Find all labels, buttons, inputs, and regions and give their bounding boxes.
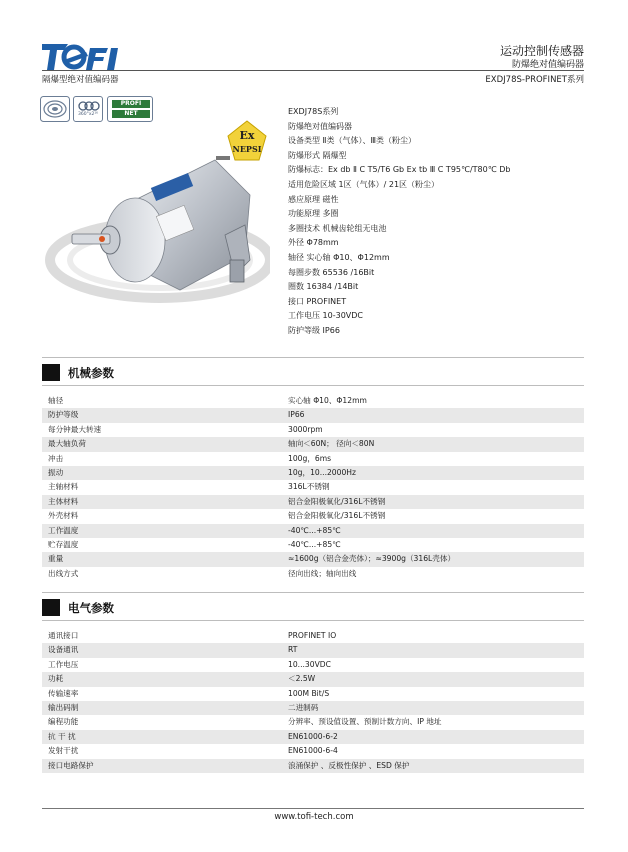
table-row bbox=[42, 509, 584, 523]
param-value: IP66 bbox=[288, 410, 305, 420]
mechanical-table bbox=[42, 394, 584, 581]
table-row bbox=[42, 567, 584, 581]
param-value: 轴向＜60N； 径向＜80N bbox=[288, 439, 375, 449]
param-value: 3000rpm bbox=[288, 424, 323, 434]
param-name: 振动 bbox=[48, 467, 64, 477]
profinet-logo-top: PROFI bbox=[112, 100, 150, 108]
param-value: EN61000-6-2 bbox=[288, 731, 338, 741]
param-value: 100M Bit/S bbox=[288, 688, 330, 698]
header-divider bbox=[42, 70, 584, 71]
param-name: 出线方式 bbox=[48, 568, 79, 578]
spec-line: 防护等级 IP66 bbox=[288, 325, 340, 335]
param-name: 重量 bbox=[48, 554, 64, 564]
param-name: 设备通讯 bbox=[48, 645, 79, 655]
page-title: 运动控制传感器 bbox=[499, 44, 584, 58]
rotation-label: 360°x2¹⁶ bbox=[78, 112, 98, 117]
spec-line: 轴径 实心轴 Φ10、Φ12mm bbox=[288, 252, 390, 262]
param-value: 10...30VDC bbox=[288, 659, 331, 669]
page-subtitle: 防爆绝对值编码器 bbox=[511, 60, 584, 70]
magnetic-sensor-icon bbox=[40, 96, 70, 122]
param-name: 主体材料 bbox=[48, 496, 79, 506]
table-row bbox=[42, 452, 584, 466]
spec-line: 接口 PROFINET bbox=[288, 296, 347, 306]
param-name: 主轴材料 bbox=[48, 482, 79, 492]
spec-line: 圈数 16384 /14Bit bbox=[288, 282, 359, 292]
spec-line: 设备类型 Ⅱ类（气体）、Ⅲ类（粉尘） bbox=[288, 136, 416, 146]
param-value: EN61000-6-4 bbox=[288, 746, 338, 756]
param-value: -40℃...+85℃ bbox=[288, 539, 341, 549]
multiturn-badge bbox=[73, 96, 103, 122]
electrical-table bbox=[42, 629, 584, 773]
table-row bbox=[42, 408, 584, 422]
table-row bbox=[42, 538, 584, 552]
section-marker bbox=[42, 599, 60, 616]
spec-line: 多圈技术 机械齿轮组无电池 bbox=[288, 223, 387, 233]
spec-summary-list bbox=[288, 105, 588, 339]
param-name: 编程功能 bbox=[48, 717, 79, 727]
param-name: 接口电路保护 bbox=[48, 760, 94, 770]
ex-nepsi-mark bbox=[226, 120, 268, 162]
table-row bbox=[42, 643, 584, 657]
spec-line: 外径 Φ78mm bbox=[288, 238, 339, 248]
encoder-product-image bbox=[40, 140, 270, 320]
ex-mark-line2: NEPSI bbox=[232, 144, 262, 154]
spec-line: 防爆绝对值编码器 bbox=[288, 121, 352, 131]
param-name: 每分钟最大转速 bbox=[48, 424, 102, 434]
param-value: ≈1600g（铝合金壳体）；≈3900g（316L壳体） bbox=[288, 554, 456, 564]
footer-divider bbox=[42, 808, 584, 809]
param-value: 实心轴 Φ10、Φ12mm bbox=[288, 396, 367, 405]
param-name: 功耗 bbox=[48, 674, 64, 684]
profinet-badge bbox=[107, 96, 153, 122]
table-row bbox=[42, 524, 584, 538]
spec-line: 功能原理 多圈 bbox=[288, 209, 339, 219]
table-row bbox=[42, 552, 584, 566]
table-row bbox=[42, 730, 584, 744]
spec-line: EXDJ78S系列 bbox=[288, 107, 339, 116]
table-row bbox=[42, 394, 584, 408]
table-row bbox=[42, 687, 584, 701]
spec-line: 防爆形式 隔爆型 bbox=[288, 150, 347, 160]
param-value: PROFINET IO bbox=[288, 631, 337, 640]
param-value: 铝合金阳极氧化/316L不锈钢 bbox=[288, 511, 386, 521]
param-name: 贮存温度 bbox=[48, 539, 79, 549]
spec-line: 感应原理 磁性 bbox=[288, 194, 339, 204]
footer-website: www.tofi-tech.com bbox=[274, 812, 354, 822]
spec-line: 适用危险区域 1区（气体）/ 21区（粉尘） bbox=[288, 179, 440, 189]
param-name: 输出码制 bbox=[48, 702, 79, 712]
electrical-section-title: 电气参数 bbox=[68, 601, 114, 615]
table-row bbox=[42, 466, 584, 480]
param-name: 传输速率 bbox=[48, 688, 79, 698]
table-row bbox=[42, 423, 584, 437]
section-divider bbox=[42, 357, 584, 358]
section-marker bbox=[42, 364, 60, 381]
section-divider bbox=[42, 385, 584, 386]
param-name: 轴径 bbox=[48, 396, 64, 405]
spec-line: 防爆标志：Ex db Ⅱ C T5/T6 Gb Ex tb Ⅲ C T95℃/T80℃ Db bbox=[288, 165, 511, 175]
product-series: EXDJ78S-PROFINET系列 bbox=[485, 75, 584, 85]
mechanical-section-title: 机械参数 bbox=[68, 366, 114, 380]
table-row bbox=[42, 480, 584, 494]
param-value: 100g，6ms bbox=[288, 453, 332, 463]
param-name: 抗 干 扰 bbox=[48, 731, 76, 741]
table-row bbox=[42, 658, 584, 672]
table-row bbox=[42, 672, 584, 686]
param-name: 外壳材料 bbox=[48, 511, 79, 521]
param-value: 10g，10...2000Hz bbox=[288, 467, 357, 477]
param-name: 工作温度 bbox=[48, 525, 79, 535]
product-category: 隔爆型绝对值编码器 bbox=[42, 75, 119, 85]
param-name: 防护等级 bbox=[48, 410, 79, 420]
table-row bbox=[42, 715, 584, 729]
tofi-logo bbox=[42, 40, 124, 74]
param-value: 316L不锈钢 bbox=[288, 482, 330, 492]
table-row bbox=[42, 629, 584, 643]
param-value: -40℃...+85℃ bbox=[288, 525, 341, 535]
table-row bbox=[42, 701, 584, 715]
param-name: 工作电压 bbox=[48, 659, 79, 669]
ex-mark-line1: Ex bbox=[239, 129, 255, 142]
table-row bbox=[42, 495, 584, 509]
param-name: 最大轴负荷 bbox=[48, 439, 86, 449]
param-name: 发射干扰 bbox=[48, 746, 79, 756]
table-row bbox=[42, 759, 584, 773]
param-name: 通讯接口 bbox=[48, 631, 79, 640]
table-row bbox=[42, 744, 584, 758]
param-name: 冲击 bbox=[48, 453, 64, 463]
gear-icon bbox=[78, 100, 100, 112]
spec-line: 每圈步数 65536 /16Bit bbox=[288, 267, 375, 277]
profinet-logo-bottom: NET bbox=[112, 110, 150, 118]
table-row bbox=[42, 437, 584, 451]
spec-line: 工作电压 10-30VDC bbox=[288, 311, 364, 321]
param-value: 径向出线；轴向出线 bbox=[288, 568, 357, 578]
param-value: 浪涌保护 、反极性保护 、ESD 保护 bbox=[288, 760, 410, 770]
param-value: 分辨率、预设值设置、预制计数方向、IP 地址 bbox=[288, 717, 442, 727]
param-value: RT bbox=[288, 645, 298, 655]
param-value: 二进制码 bbox=[288, 702, 319, 712]
section-divider bbox=[42, 620, 584, 621]
section-divider bbox=[42, 592, 584, 593]
param-value: ＜2.5W bbox=[288, 674, 316, 684]
param-value: 铝合金阳极氧化/316L不锈钢 bbox=[288, 496, 386, 506]
